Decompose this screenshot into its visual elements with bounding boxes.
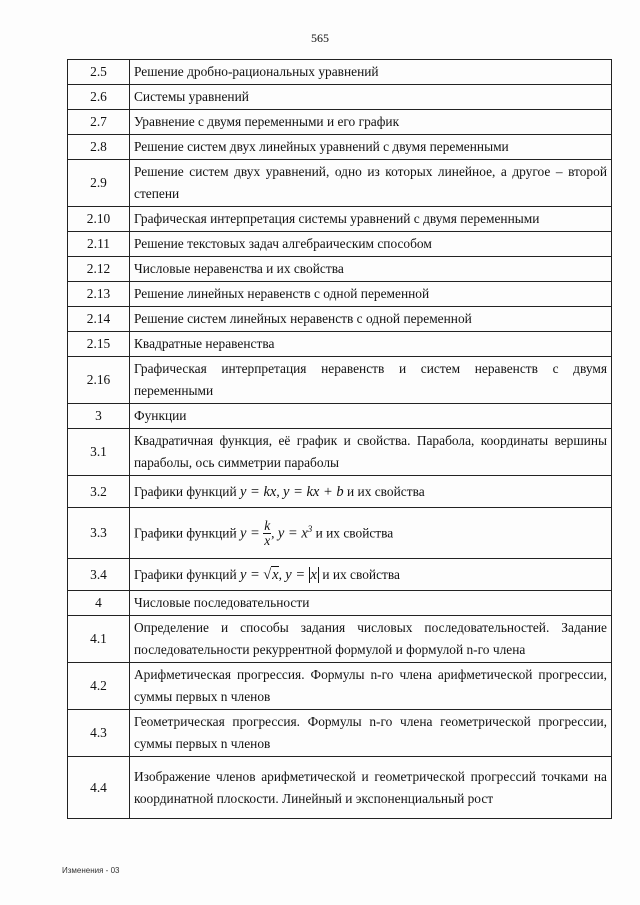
table-row: [68, 508, 612, 559]
formula-prefix: Графики функций: [134, 566, 237, 582]
formula-cubic: y = x: [277, 525, 308, 542]
row-text: Графики функций y = √x, y = x и их свойства: [130, 559, 612, 591]
table-row: [68, 559, 612, 591]
formula-suffix: и их свойства: [347, 483, 425, 499]
table-row: [68, 404, 612, 429]
row-text: Решение систем линейных неравенств с одной переменной: [130, 307, 612, 332]
formula-linear: y = kx: [239, 483, 277, 500]
row-number: 2.16: [68, 357, 130, 404]
table-row: [68, 663, 612, 710]
row-number: 2.12: [68, 257, 130, 282]
page-number: 565: [311, 31, 329, 45]
table-row: [68, 257, 612, 282]
table-row: [68, 757, 612, 819]
row-number: 3.4: [68, 559, 130, 591]
row-text: Графическая интерпретация системы уравнений с двумя переменными: [130, 207, 612, 232]
table-row: [68, 710, 612, 757]
row-text: Решение систем двух уравнений, одно из которых линейное, а другое – второй степени: [130, 160, 612, 207]
formula-fraction: [263, 519, 271, 548]
formula-linear-offset: y = kx + b: [283, 483, 344, 500]
row-number: 2.14: [68, 307, 130, 332]
row-number: 2.10: [68, 207, 130, 232]
formula-suffix: и их свойства: [322, 566, 400, 582]
row-text: Уравнение с двумя переменными и его график: [130, 110, 612, 135]
formula-prefix: Графики функций: [134, 483, 237, 499]
table-row: [68, 429, 612, 476]
row-number: 2.9: [68, 160, 130, 207]
table-row: [68, 616, 612, 663]
table-row: [68, 207, 612, 232]
row-text: Графическая интерпретация неравенств и систем неравенств с двумя переменными: [130, 357, 612, 404]
formula-abs-lhs: y =: [285, 566, 306, 583]
row-text: Изображение членов арифметической и геометрической прогрессий точками на координатной плоскости. Линейный и экспоненциальный рост: [130, 757, 612, 819]
row-text: Решение дробно-рациональных уравнений: [130, 60, 612, 85]
row-text: Системы уравнений: [130, 85, 612, 110]
row-number: 2.11: [68, 232, 130, 257]
fraction-numerator: k: [264, 518, 271, 534]
row-number: 3.1: [68, 429, 130, 476]
formula-sqrt-lhs: y =: [239, 566, 260, 583]
revision-footer: Изменения - 03: [62, 866, 120, 875]
row-number: 2.15: [68, 332, 130, 357]
table-row: [68, 591, 612, 616]
formula-sqrt: √x: [263, 566, 279, 583]
table-row: [68, 85, 612, 110]
row-number: 2.5: [68, 60, 130, 85]
sqrt-radicand: x: [272, 566, 279, 583]
row-number: 4: [68, 591, 130, 616]
row-number: 4.2: [68, 663, 130, 710]
row-text: Графики функций y = $\frac{k}{x}$ , $y = x^3$ и их свойства: [130, 508, 612, 559]
row-number: 2.8: [68, 135, 130, 160]
row-text: Функции: [130, 404, 612, 429]
row-text: Числовые неравенства и их свойства: [130, 257, 612, 282]
table-row: [68, 135, 612, 160]
table-row: [68, 357, 612, 404]
row-number: 2.7: [68, 110, 130, 135]
row-text: Арифметическая прогрессия. Формулы n-го члена арифметической прогрессии, суммы первых n членов: [130, 663, 612, 710]
table-row: [68, 60, 612, 85]
row-number: 3.2: [68, 476, 130, 508]
row-text: Квадратичная функция, её график и свойства. Парабола, координаты вершины параболы, ось симметрии параболы: [130, 429, 612, 476]
table-row: [68, 232, 612, 257]
row-text: Числовые последовательности: [130, 591, 612, 616]
row-number: 2.13: [68, 282, 130, 307]
formula-suffix: и их свойства: [315, 525, 394, 541]
row-number: 4.1: [68, 616, 130, 663]
row-text: Решение линейных неравенств с одной переменной: [130, 282, 612, 307]
table-row: [68, 160, 612, 207]
fraction-denominator: x: [264, 533, 271, 549]
table-row: [68, 476, 612, 508]
table-row: [68, 110, 612, 135]
formula-hyperbola-lhs: y =: [239, 525, 260, 542]
row-number: 3: [68, 404, 130, 429]
formula-prefix: Графики функций: [134, 525, 237, 541]
formula-abs: x: [310, 566, 317, 583]
row-number: 2.6: [68, 85, 130, 110]
table-row: [68, 282, 612, 307]
row-text: Геометрическая прогрессия. Формулы n-го члена геометрической прогрессии, суммы первых n членов: [130, 710, 612, 757]
row-text: Определение и способы задания числовых последовательностей. Задание последовательности рекуррентной формулой и формулой n-го члена: [130, 616, 612, 663]
row-number: 4.3: [68, 710, 130, 757]
formula-exponent: 3: [307, 523, 313, 534]
row-text: Решение текстовых задач алгебраическим способом: [130, 232, 612, 257]
row-text: Графики функций y = kx, y = kx + b и их свойства: [130, 476, 612, 508]
row-number: 4.4: [68, 757, 130, 819]
row-text: Квадратные неравенства: [130, 332, 612, 357]
topics-table: [67, 59, 612, 819]
row-text: Решение систем двух линейных уравнений с двумя переменными: [130, 135, 612, 160]
table-row: [68, 332, 612, 357]
table-row: [68, 307, 612, 332]
row-number: 3.3: [68, 508, 130, 559]
